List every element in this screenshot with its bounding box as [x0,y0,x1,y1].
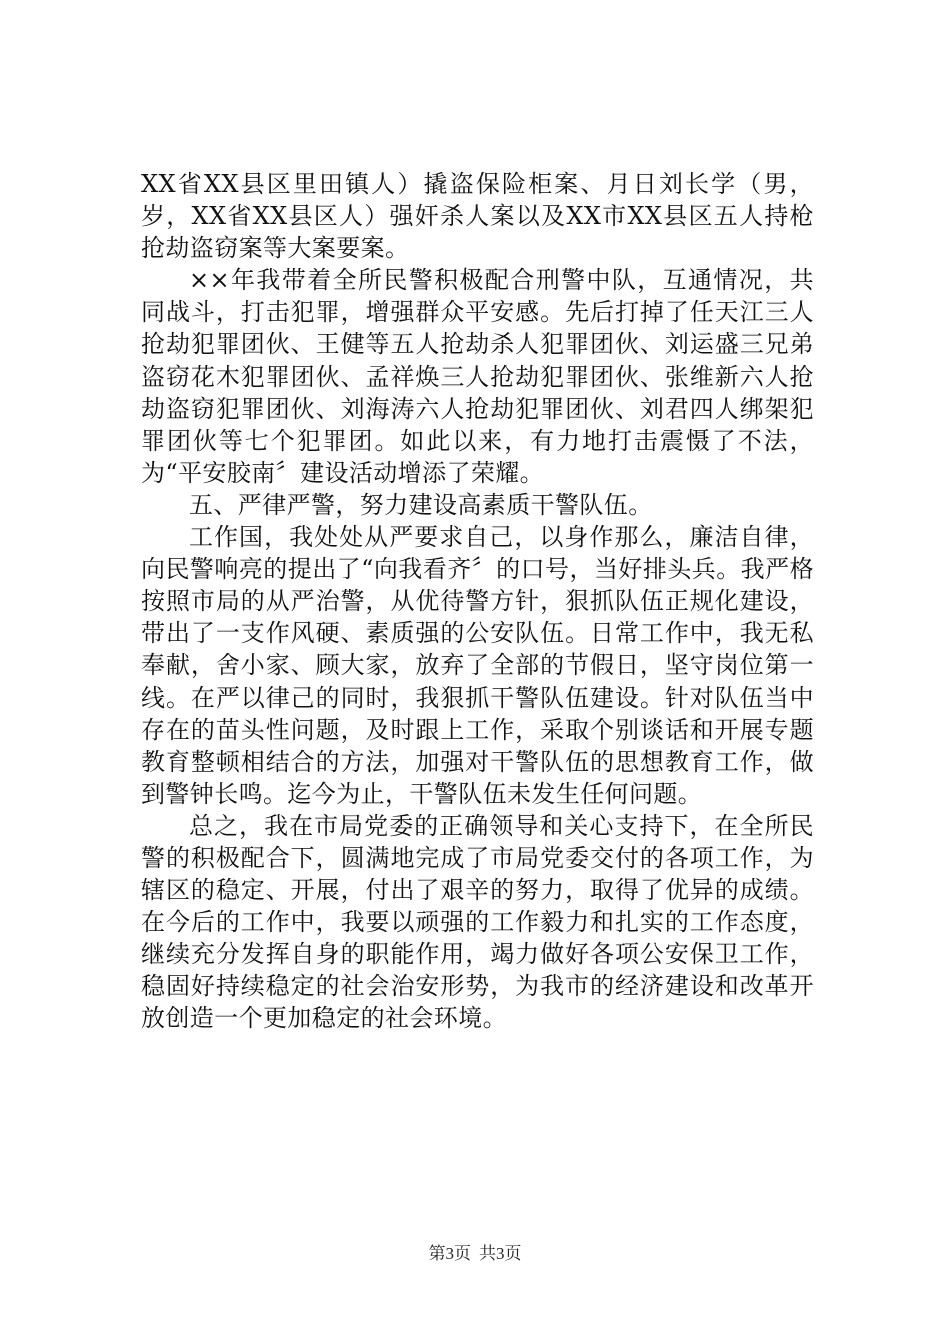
section-heading-discipline: 五、严律严警，努力建设高素质干警队伍。 [189,490,653,519]
document-body [141,168,814,1035]
paragraph-gang-crackdown: ××年我带着全所民警积极配合刑警中队，互通情况，共同战斗，打击犯罪，增强群众平安感。先后打掉了任天江三人抢劫犯罪团伙、王健等五人抢劫杀人犯罪团伙、刘运盛三兄弟盗窃花木犯罪团伙、孟祥焕三人抢劫犯罪团伙、张维新六人抢劫盗窃犯罪团伙、刘海涛六人抢劫犯罪团伙、刘君四人绑架犯罪团伙等七个犯罪团。如此以来，有力地打击震慑了不法，为“平安胶南〞建设活动增添了荣耀。 [141,266,814,487]
page-number: 第3页 [428,1244,471,1263]
paragraph-conclusion: 总之，我在市局党委的正确领导和关心支持下，在全所民警的积极配合下，圆满地完成了市局党委交付的各项工作，为辖区的稳定、开展，付出了艰辛的努力，取得了优异的成绩。在今后的工作中，我要以顽强的工作毅力和扎实的工作态度，继续充分发挥自身的职能作用，竭力做好各项公安保卫工作，稳固好持续稳定的社会治安形势，为我市的经济建设和改革开放创造一个更加稳定的社会环境。 [141,811,814,1033]
paragraph-team-building: 工作国，我处处从严要求自己，以身作那么，廉洁自律，向民警响亮的提出了“向我看齐〞的口号，当好排头兵。我严格按照市局的从严治警，从优待警方针，狠抓队伍正规化建设，带出了一支作风硬、素质强的公安队伍。日常工作中，我无私奉献，舍小家、顾大家，放弃了全部的节假日，坚守岗位第一线。在严以律己的同时，我狠抓干警队伍建设。针对队伍当中存在的苗头性问题，及时跟上工作，采取个别谈话和开展专题教育整顿相结合的方法，加强对干警队伍的思想教育工作，做到警钟长鸣。迄今为止，干警队伍未发生任何问题。 [141,523,814,808]
page-footer [0,1243,950,1265]
page-total: 共3页 [479,1244,522,1263]
paragraph-case-list: XX省XX县区里田镇人）撬盗保险柜案、月日刘长学（男，岁，XX省XX县区人）强奸杀人案以及XX市XX县区五人持枪抢劫盗窃案等大案要案。 [141,170,814,263]
